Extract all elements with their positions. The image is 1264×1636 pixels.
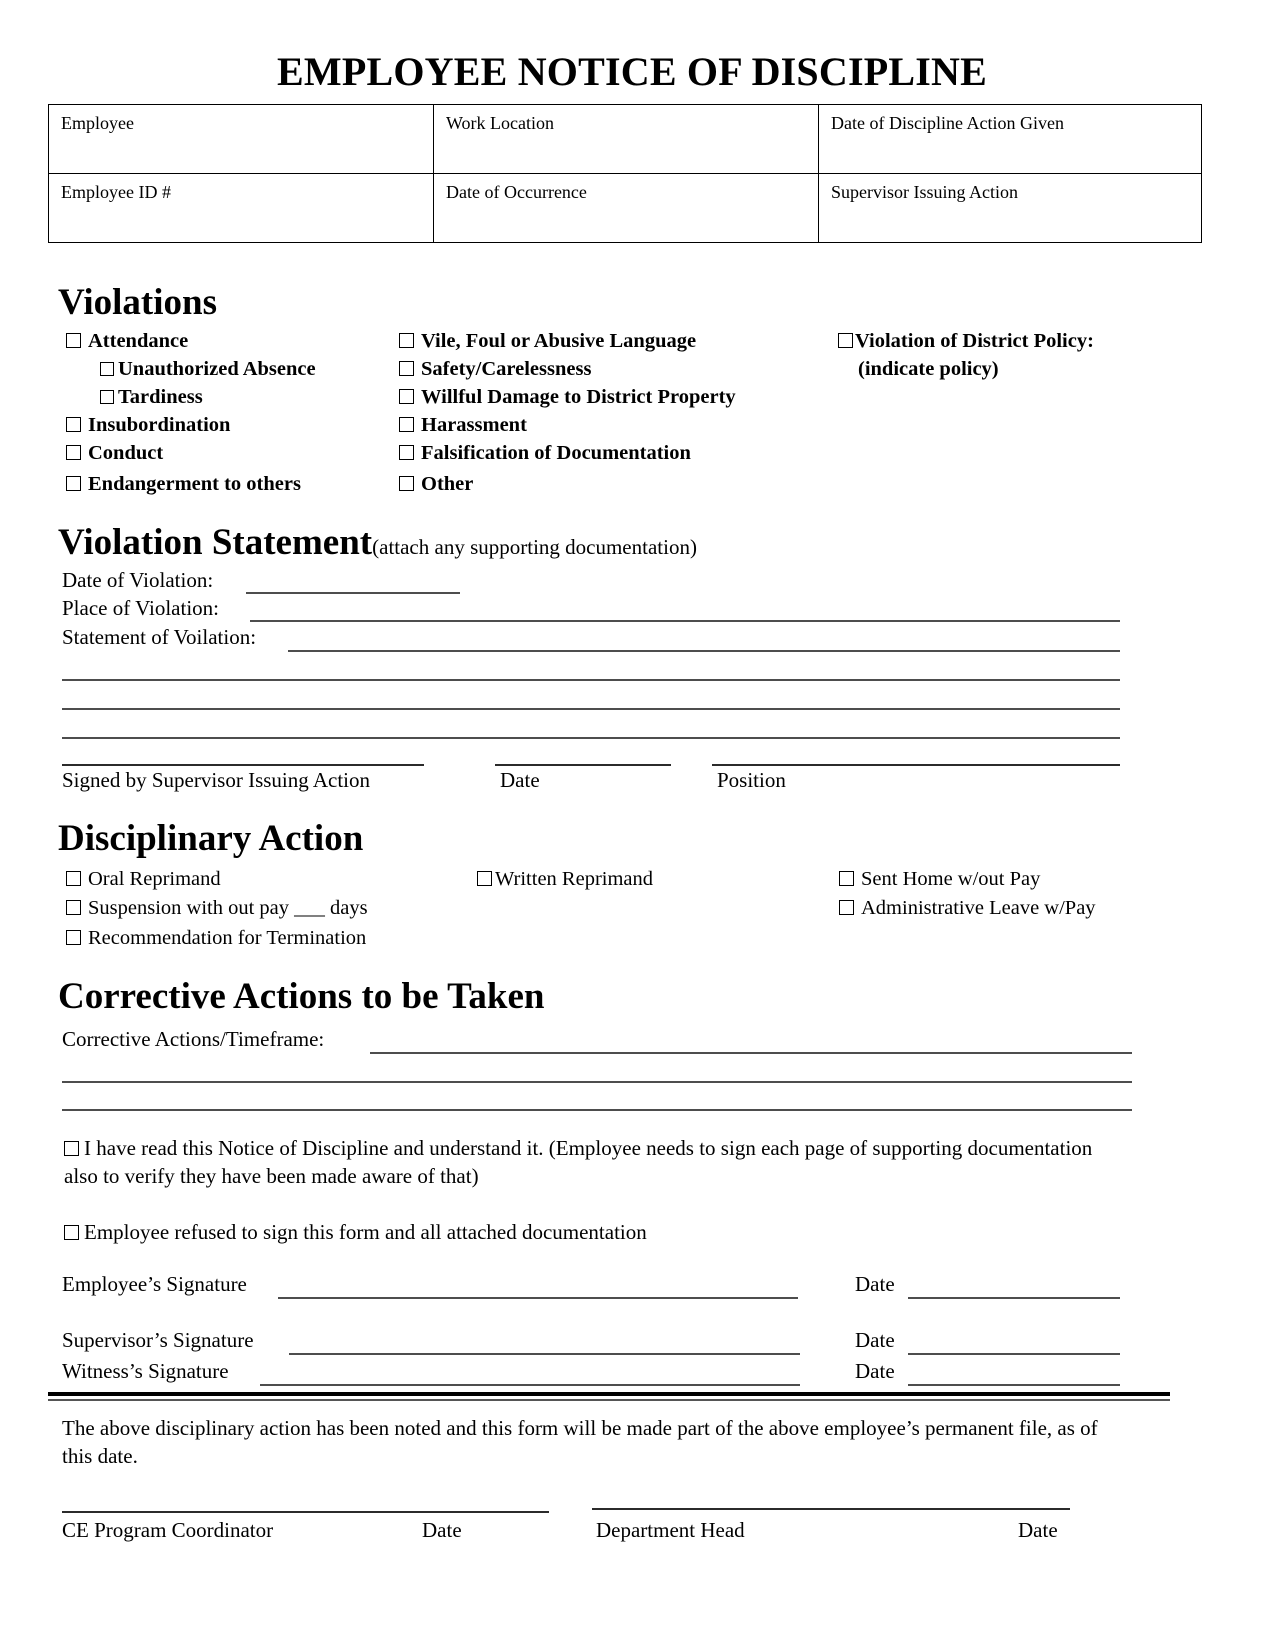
action-label: Oral Reprimand xyxy=(88,868,221,890)
table-row xyxy=(49,174,1202,243)
action-option-sent-home-without-pay[interactable] xyxy=(839,869,1040,890)
violation-policy-sublabel-wrap xyxy=(858,359,999,380)
checkbox-icon[interactable] xyxy=(399,417,414,432)
checkbox-icon[interactable] xyxy=(66,930,81,945)
violation-policy-sublabel: (indicate policy) xyxy=(858,358,999,380)
violation-label: Insubordination xyxy=(88,414,231,436)
violation-option-attendance[interactable] xyxy=(66,331,188,352)
action-option-recommendation-for-termination[interactable] xyxy=(66,928,366,949)
acknowledgement-refused-text: Employee refused to sign this form and all attached documentation xyxy=(84,1220,647,1244)
cell-employee-id[interactable]: Employee ID # xyxy=(49,174,434,243)
violation-option-conduct[interactable] xyxy=(66,443,163,464)
cell-date-of-occurrence[interactable]: Date of Occurrence xyxy=(434,174,819,243)
supervisor-sign-date-line[interactable] xyxy=(908,1353,1120,1355)
action-label: Recommendation for Termination xyxy=(88,927,367,949)
supervisor-signature-date-line[interactable] xyxy=(495,764,671,766)
statement-of-violation-input-line-4[interactable] xyxy=(62,737,1120,739)
action-label: Suspension with out pay ___ days xyxy=(88,897,368,919)
ce-program-coordinator-label: CE Program Coordinator xyxy=(62,1518,274,1542)
corrective-actions-timeframe-label: Corrective Actions/Timeframe: xyxy=(62,1027,325,1051)
acknowledgement-read-text: I have read this Notice of Discipline and understand it. (Employee needs to sign each page of supporting documentation also to verify they have been made aware of that) xyxy=(64,1136,1093,1188)
employee-info-table xyxy=(48,104,1202,243)
violations-heading: Violations xyxy=(58,282,217,323)
violation-label: Harassment xyxy=(421,414,527,436)
supervisor-signature-date-caption: Date xyxy=(500,768,540,792)
checkbox-icon[interactable] xyxy=(399,445,414,460)
witness-sign-date-line[interactable] xyxy=(908,1384,1120,1386)
checkbox-icon[interactable] xyxy=(399,389,414,404)
violation-label: Willful Damage to District Property xyxy=(421,386,736,408)
statement-of-violation-input-line-3[interactable] xyxy=(62,708,1120,710)
statement-of-violation-label: Statement of Voilation: xyxy=(62,625,257,649)
violation-label: Endangerment to others xyxy=(88,473,301,495)
ce-program-coordinator-line[interactable] xyxy=(62,1511,549,1513)
violation-label: Safety/Carelessness xyxy=(421,358,592,380)
witness-sign-label: Witness’s Signature xyxy=(62,1359,229,1383)
violation-option-tardiness[interactable] xyxy=(100,387,203,408)
violation-option-other[interactable] xyxy=(399,474,473,495)
checkbox-icon[interactable] xyxy=(839,871,854,886)
supervisor-sign-date-label: Date xyxy=(855,1328,895,1352)
cell-date-of-discipline-action-given[interactable]: Date of Discipline Action Given xyxy=(819,105,1202,174)
checkbox-icon[interactable] xyxy=(66,871,81,886)
date-of-violation-input-line[interactable] xyxy=(246,592,460,594)
checkbox-icon[interactable] xyxy=(838,333,853,348)
checkbox-icon[interactable] xyxy=(100,362,114,376)
section-divider-thin xyxy=(48,1399,1170,1401)
checkbox-icon[interactable] xyxy=(66,900,81,915)
violation-option-violation-of-district-policy[interactable] xyxy=(838,331,1094,352)
department-head-label: Department Head xyxy=(596,1518,745,1542)
checkbox-icon[interactable] xyxy=(399,333,414,348)
table-row xyxy=(49,105,1202,174)
checkbox-icon[interactable] xyxy=(66,445,81,460)
checkbox-icon[interactable] xyxy=(839,900,854,915)
action-option-oral-reprimand[interactable] xyxy=(66,869,221,890)
supervisor-signature-position-caption: Position xyxy=(717,768,786,792)
date-of-violation-label: Date of Violation: xyxy=(62,568,214,592)
statement-of-violation-input-line-2[interactable] xyxy=(62,679,1120,681)
corrective-actions-heading: Corrective Actions to be Taken xyxy=(58,976,545,1017)
checkbox-icon[interactable] xyxy=(477,871,492,886)
checkbox-icon[interactable] xyxy=(66,476,81,491)
disciplinary-action-heading: Disciplinary Action xyxy=(58,818,364,859)
violation-label: Vile, Foul or Abusive Language xyxy=(421,330,697,352)
violation-option-harassment[interactable] xyxy=(399,415,527,436)
cell-work-location[interactable]: Work Location xyxy=(434,105,819,174)
checkbox-icon[interactable] xyxy=(399,476,414,491)
cell-employee[interactable]: Employee xyxy=(49,105,434,174)
action-label: Administrative Leave w/Pay xyxy=(861,897,1096,919)
violation-option-falsification-of-documentation[interactable] xyxy=(399,443,691,464)
checkbox-icon[interactable] xyxy=(64,1225,79,1240)
employee-signature-date-line[interactable] xyxy=(908,1297,1120,1299)
corrective-actions-input-line-1[interactable] xyxy=(370,1052,1132,1054)
violation-statement-heading xyxy=(58,524,697,561)
supervisor-sign-label: Supervisor’s Signature xyxy=(62,1328,254,1352)
section-divider-thick xyxy=(48,1392,1170,1396)
cell-supervisor-issuing-action[interactable]: Supervisor Issuing Action xyxy=(819,174,1202,243)
checkbox-icon[interactable] xyxy=(399,361,414,376)
violation-option-endangerment-to-others[interactable] xyxy=(66,474,301,495)
violation-option-safety-carelessness[interactable] xyxy=(399,359,591,380)
action-label: Written Reprimand xyxy=(495,868,654,890)
violation-label: Attendance xyxy=(88,330,189,352)
action-option-suspension-without-pay[interactable] xyxy=(66,898,368,919)
department-head-date-label: Date xyxy=(1018,1518,1058,1542)
statement-of-violation-input-line-1[interactable] xyxy=(288,650,1120,652)
supervisor-signature-position-line[interactable] xyxy=(712,764,1120,766)
violation-option-insubordination[interactable] xyxy=(66,415,230,436)
place-of-violation-input-line[interactable] xyxy=(250,620,1120,622)
action-option-written-reprimand[interactable] xyxy=(477,869,653,890)
violation-label: Other xyxy=(421,473,474,495)
acknowledgement-refused-statement[interactable] xyxy=(64,1219,1124,1247)
department-head-line[interactable] xyxy=(592,1508,1070,1510)
corrective-actions-input-line-3[interactable] xyxy=(62,1109,1132,1111)
violation-label: Tardiness xyxy=(118,386,203,408)
acknowledgement-read-statement[interactable] xyxy=(64,1135,1124,1190)
violation-label: Conduct xyxy=(88,442,164,464)
checkbox-icon[interactable] xyxy=(64,1141,79,1156)
place-of-violation-label: Place of Violation: xyxy=(62,596,219,620)
violation-label: Falsification of Documentation xyxy=(421,442,691,464)
supervisor-sign-line[interactable] xyxy=(289,1353,800,1355)
employee-signature-label: Employee’s Signature xyxy=(62,1272,247,1296)
witness-sign-line[interactable] xyxy=(260,1384,800,1386)
witness-sign-date-label: Date xyxy=(855,1359,895,1383)
employee-signature-line[interactable] xyxy=(278,1297,798,1299)
supervisor-signature-line[interactable] xyxy=(62,764,424,766)
ce-program-coordinator-date-label: Date xyxy=(422,1518,462,1542)
footer-statement: The above disciplinary action has been noted and this form will be made part of the above employee’s permanent file, as of this date. xyxy=(62,1416,1098,1468)
supervisor-signature-caption: Signed by Supervisor Issuing Action xyxy=(62,768,370,792)
checkbox-icon[interactable] xyxy=(66,333,81,348)
action-label: Sent Home w/out Pay xyxy=(861,868,1041,890)
action-option-administrative-leave-with-pay[interactable] xyxy=(839,898,1096,919)
violation-label: Unauthorized Absence xyxy=(118,358,316,380)
corrective-actions-input-line-2[interactable] xyxy=(62,1081,1132,1083)
employee-signature-date-label: Date xyxy=(855,1272,895,1296)
violation-option-vile-foul-or-abusive-language[interactable] xyxy=(399,331,696,352)
violation-option-unauthorized-absence[interactable] xyxy=(100,359,316,380)
violation-statement-heading-note: (attach any supporting documentation) xyxy=(372,535,697,559)
checkbox-icon[interactable] xyxy=(66,417,81,432)
checkbox-icon[interactable] xyxy=(100,390,114,404)
page-title: EMPLOYEE NOTICE OF DISCIPLINE xyxy=(277,49,987,94)
violation-statement-heading-text: Violation Statement xyxy=(58,522,373,563)
violation-label: Violation of District Policy: xyxy=(855,330,1094,352)
violation-option-willful-damage-to-district-property[interactable] xyxy=(399,387,736,408)
